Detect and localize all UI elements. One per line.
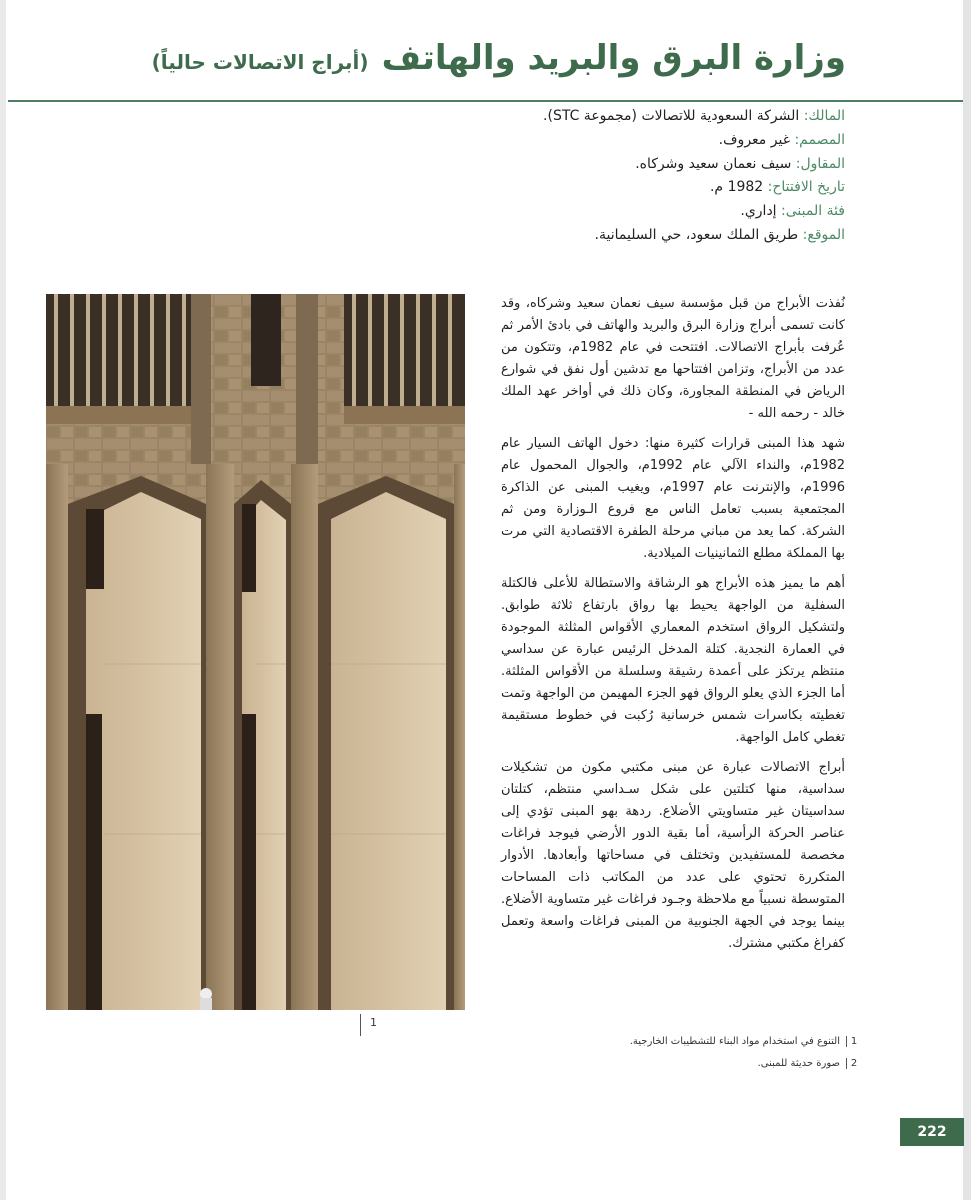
- info-value: سيف نعمان سعيد وشركاه.: [635, 155, 792, 172]
- info-value: غير معروف.: [718, 131, 791, 148]
- info-label: فئة المبنى:: [781, 203, 845, 220]
- footnote-text: التنوع في استخدام مواد البناء للتشطيبات الخارجية.: [629, 1036, 840, 1047]
- info-label: المصمم:: [794, 131, 845, 148]
- paragraph: أبراج الاتصالات عبارة عن مبنى مكتبي مكون من تشكيلات سداسية، منها كتلتين على شكل سـداسي منتظم، كتلتان سداسيتان غير متساويتي الأضلاع. ردهة بهو المبنى تؤدي إلى عناصر الحركة الرأسية، أما بقية الدور الأرضي فيوجد فراغات مخصصة للمستفيدين وتختلف في مساحاتها وأبعادها. الأدوار المتكررة تحتوي على عدد من المكاتب ذات المساحات المتوسطة نسبياً مع ملاحظة وجـود فراغات غير متساوية الأضلاع. بينما يوجد في الجهة الجنوبية من المبنى فراغات واسعة وتعمل كفراغ مكتبي مشترك.: [501, 760, 845, 951]
- page-number: 222: [900, 1118, 964, 1146]
- info-value: الشركة السعودية للاتصالات (مجموعة STC).: [543, 108, 800, 124]
- article-body: [501, 293, 845, 963]
- footnote: [441, 1036, 861, 1047]
- info-label: المقاول:: [795, 155, 845, 172]
- paragraph: شهد هذا المبنى قرارات كثيرة منها: دخول الهاتف السيار عام 1982م، والنداء الآلي عام 1992م، والجوال المحمول عام 1996م، والإنترنت عام 1997م، ويغيب المبنى عن الذاكرة المجتمعية بسبب تعامل الناس مع فروع الـوزارة ومن ثم الشركة. كما يعد من مباني مرحلة الطفرة الاقتصادية التي مرت بها المملكة مطلع الثمانينيات الميلادية.: [501, 436, 845, 561]
- info-value: طريق الملك سعود، حي السليمانية.: [594, 226, 799, 243]
- footnote-number: 1: [846, 1036, 861, 1047]
- info-label: الموقع:: [802, 226, 845, 243]
- caption-marker: [360, 1014, 361, 1036]
- building-info: [245, 105, 845, 248]
- title-main: وزارة البرق والبريد والهاتف: [381, 38, 846, 78]
- title-divider: [8, 100, 963, 102]
- footnote: [441, 1058, 861, 1069]
- title-subtitle: (أبراج الاتصالات حالياً): [151, 50, 369, 74]
- building-facade-photo: [46, 294, 465, 1010]
- footnote-number: 2: [846, 1058, 861, 1069]
- info-opening-date: [245, 176, 845, 200]
- paragraph: أهم ما يميز هذه الأبراج هو الرشاقة والاستطالة للأعلى فالكتلة السفلية من الواجهة يحيط بها رواق بارتفاع ثلاثة طوابق. ولتشكيل الرواق استخدم المعماري الأقواس المثلثة الموجودة في العمارة النجدية. كتلة المدخل الرئيس عبارة عن سداسي منتظم يرتكز على أعمدة رشيقة وسلسلة من الأقواس المثلثة. أما الجزء الذي يعلو الرواق فهو الجزء المهيمن من الواجهة وتمت تغطيته بكاسرات شمس خرسانية رُكبت في خطوط مستقيمة تغطي كامل الواجهة.: [501, 576, 845, 745]
- info-value: 1982 م.: [709, 179, 764, 196]
- info-location: [245, 224, 845, 248]
- info-category: [245, 200, 845, 224]
- info-owner: [245, 105, 845, 129]
- info-contractor: [245, 153, 845, 177]
- photo-caption-number: 1: [370, 1016, 377, 1029]
- info-label: المالك:: [803, 108, 845, 124]
- info-designer: [245, 129, 845, 153]
- info-label: تاريخ الافتتاح:: [767, 179, 845, 196]
- page-edge-left: [0, 0, 6, 1200]
- page-edge-right: [963, 0, 971, 1200]
- info-value: إداري.: [740, 203, 777, 220]
- page-title: [40, 38, 846, 78]
- paragraph: نُفذت الأبراج من قبل مؤسسة سيف نعمان سعيد وشركاه، وقد كانت تسمى أبراج وزارة البرق والبريد والهاتف في بادئ الأمر ثم عُرفت بأبراج الاتصالات. افتتحت في عام 1982م، وتتكون من عدد من الأبراج، وتزامن افتتاحها مع تدشين أول نفق في شوارع الرياض في المنطقة المجاورة، وكان ذلك في أواخر عهد الملك خالد - رحمه الله -: [501, 296, 845, 421]
- footnote-text: صورة حديثة للمبنى.: [757, 1058, 840, 1069]
